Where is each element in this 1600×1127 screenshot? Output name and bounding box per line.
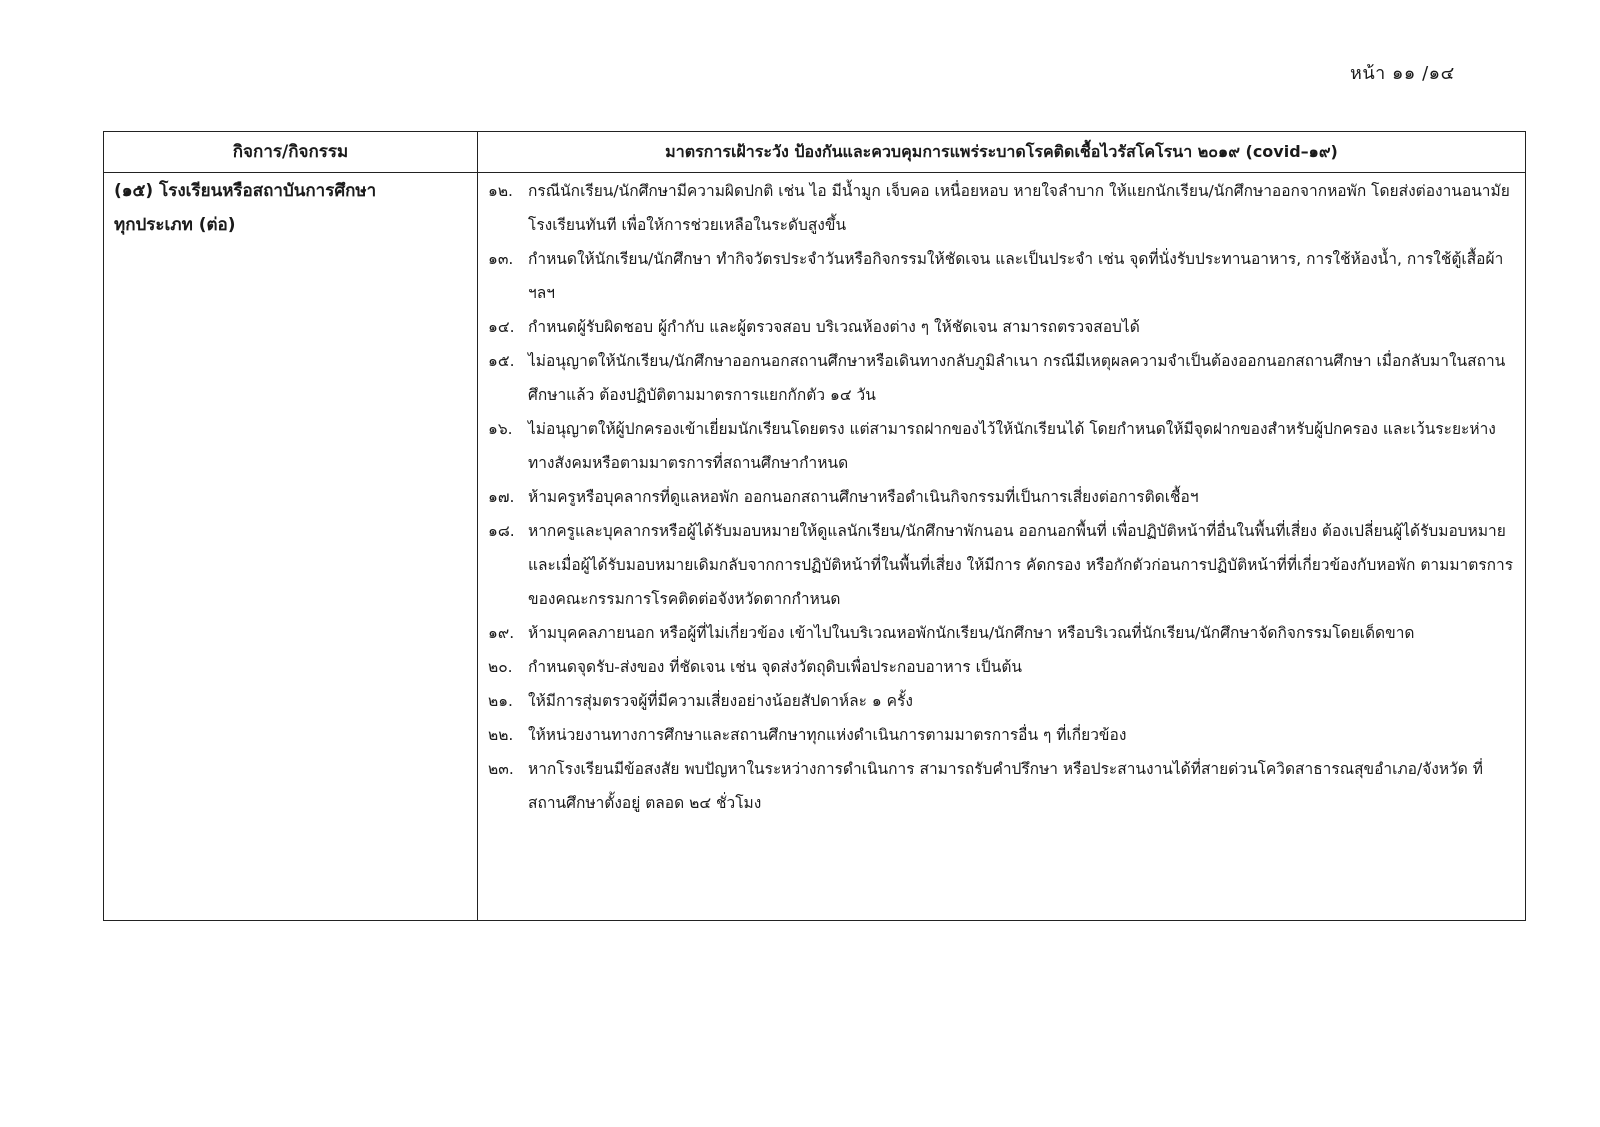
item-number: ๑๘. — [488, 522, 515, 540]
column-divider — [477, 132, 478, 920]
list-item — [488, 752, 1518, 820]
table-header-row — [104, 132, 1525, 173]
item-text: กำหนดจุดรับ-ส่งของ ที่ชัดเจน เช่น จุดส่งวัตถุดิบเพื่อประกอบอาหาร เป็นต้น — [528, 658, 1023, 676]
item-text: ไม่อนุญาตให้นักเรียน/นักศึกษาออกนอกสถานศึกษาหรือเดินทางกลับภูมิลำเนา กรณีมีเหตุผลความจำเป็นต้องออกนอกสถานศึกษา เมื่อกลับมาในสถานศึกษาแล้ว ต้องปฏิบัติตามมาตรการแยกกักตัว ๑๔ วัน — [528, 352, 1506, 404]
header-activity: กิจการ/กิจกรรม — [232, 142, 349, 162]
item-number: ๑๕. — [488, 352, 515, 370]
item-number: ๑๓. — [488, 250, 514, 268]
measures-list — [488, 174, 1518, 820]
list-item — [488, 514, 1518, 616]
measures-table — [103, 131, 1526, 921]
item-number: ๒๑. — [488, 692, 513, 710]
item-text: ไม่อนุญาตให้ผู้ปกครองเข้าเยี่ยมนักเรียนโดยตรง แต่สามารถฝากของไว้ให้นักเรียนได้ โดยกำหนดให้มีจุดฝากของสำหรับผู้ปกครอง และเว้นระยะห่างทางสังคมหรือตามมาตรการที่สถานศึกษากำหนด — [528, 420, 1496, 472]
list-item — [488, 650, 1518, 684]
item-number: ๑๒. — [488, 182, 513, 200]
list-item — [488, 310, 1518, 344]
list-item — [488, 616, 1518, 650]
item-text: หากครูและบุคลากรหรือผู้ได้รับมอบหมายให้ดูแลนักเรียน/นักศึกษาพักนอน ออกนอกพื้นที่ เพื่อปฏิบัติหน้าที่อื่นในพื้นที่เสี่ยง ต้องเปลี่ยนผู้ได้รับมอบหมายและเมื่อผู้ได้รับมอบหมายเดิมกลับจากการปฏิบัติหน้าที่ในพื้นที่เสี่ยง ให้มีการ คัดกรอง หรือกักตัวก่อนการปฏิบัติหน้าที่ที่เกี่ยวข้องกับหอพัก ตามมาตรการของคณะกรรมการโรคติดต่อจังหวัดตากกำหนด — [528, 522, 1514, 608]
item-text: ห้ามครูหรือบุคลากรที่ดูแลหอพัก ออกนอกสถานศึกษาหรือดำเนินกิจกรรมที่เป็นการเสี่ยงต่อการติดเชื้อฯ — [528, 488, 1199, 506]
list-item — [488, 480, 1518, 514]
item-text: หากโรงเรียนมีข้อสงสัย พบปัญหาในระหว่างการดำเนินการ สามารถรับคำปรึกษา หรือประสานงานได้ที่สายด่วนโควิดสาธารณสุขอำเภอ/จังหวัด ที่สถานศึกษาตั้งอยู่ ตลอด ๒๔ ชั่วโมง — [528, 760, 1483, 812]
activity-line-1: (๑๕) โรงเรียนหรือสถาบันการศึกษา — [114, 181, 377, 201]
list-item — [488, 412, 1518, 480]
activity-cell — [114, 174, 469, 242]
item-number: ๑๖. — [488, 420, 513, 438]
list-item — [488, 344, 1518, 412]
item-number: ๒๓. — [488, 760, 514, 778]
list-item — [488, 684, 1518, 718]
item-number: ๑๙. — [488, 624, 515, 642]
header-measures: มาตรการเฝ้าระวัง ป้องกันและควบคุมการแพร่ระบาดโรคติดเชื้อไวรัสโคโรนา ๒๐๑๙ (covid–๑๙) — [665, 142, 1338, 161]
item-number: ๒๒. — [488, 726, 514, 744]
page-number: หน้า ๑๑ /๑๔ — [1350, 63, 1455, 84]
item-number: ๒๐. — [488, 658, 513, 676]
list-item — [488, 174, 1518, 242]
item-text: ให้หน่วยงานทางการศึกษาและสถานศึกษาทุกแห่งดำเนินการตามมาตรการอื่น ๆ ที่เกี่ยวข้อง — [528, 726, 1127, 744]
list-item — [488, 718, 1518, 752]
item-text: ให้มีการสุ่มตรวจผู้ที่มีความเสี่ยงอย่างน้อยสัปดาห์ละ ๑ ครั้ง — [528, 692, 913, 710]
activity-line-2: ทุกประเภท (ต่อ) — [114, 215, 236, 235]
item-text: ห้ามบุคคลภายนอก หรือผู้ที่ไม่เกี่ยวข้อง เข้าไปในบริเวณหอพักนักเรียน/นักศึกษา หรือบริเวณที่นักเรียน/นักศึกษาจัดกิจกรรมโดยเด็ดขาด — [528, 624, 1415, 642]
item-text: กำหนดให้นักเรียน/นักศึกษา ทำกิจวัตรประจำวันหรือกิจกรรมให้ชัดเจน และเป็นประจำ เช่น จุดที่นั่งรับประทานอาหาร, การใช้ห้องน้ำ, การใช้ตู้เสื้อผ้า ฯลฯ — [528, 250, 1504, 302]
item-text: กรณีนักเรียน/นักศึกษามีความผิดปกติ เช่น ไอ มีน้ำมูก เจ็บคอ เหนื่อยหอบ หายใจลำบาก ให้แยกนักเรียน/นักศึกษาออกจากหอพัก โดยส่งต่องานอนามัยโรงเรียนทันที เพื่อให้การช่วยเหลือในระดับสูงขึ้น — [528, 182, 1510, 234]
item-text: กำหนดผู้รับผิดชอบ ผู้กำกับ และผู้ตรวจสอบ บริเวณห้องต่าง ๆ ให้ชัดเจน สามารถตรวจสอบได้ — [528, 318, 1140, 336]
list-item — [488, 242, 1518, 310]
item-number: ๑๗. — [488, 488, 515, 506]
item-number: ๑๔. — [488, 318, 515, 336]
